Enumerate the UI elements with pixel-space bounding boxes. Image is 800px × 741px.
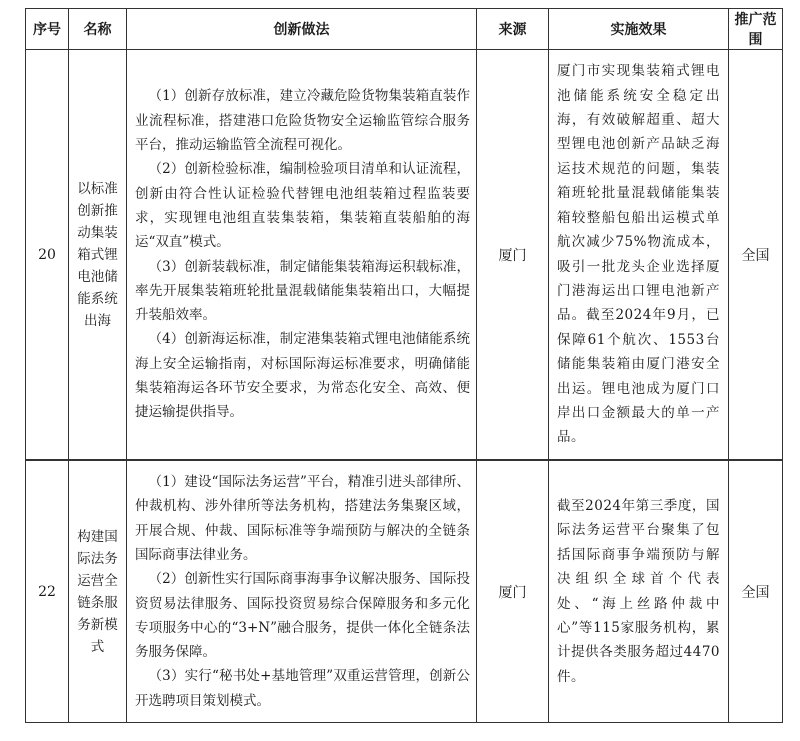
header-effect: 实施效果 bbox=[549, 9, 729, 50]
name-line: 运营全 bbox=[77, 572, 118, 589]
row-name bbox=[69, 50, 127, 460]
header-index: 序号 bbox=[26, 9, 69, 50]
innovation-table-top bbox=[25, 8, 783, 460]
method-paragraph: （3）创新装载标准，制定储能集装箱海运积载标准，率先开展集装箱班轮批量混载储能集装箱出口，大幅提升装船效率。 bbox=[135, 258, 470, 324]
row-source: 厦门 bbox=[477, 50, 549, 460]
method-paragraph: （1）建设“国际法务运营”平台，精准引进头部律所、仲裁机构、涉外律所等法务机构，搭建法务集聚区域，开展合规、仲裁、国际标准等争端预防与解决的全链条国际商事法律业务。 bbox=[135, 474, 470, 563]
row-scope: 全国 bbox=[729, 50, 783, 460]
name-line: 能系统 bbox=[77, 290, 118, 307]
name-line: 创新推 bbox=[77, 202, 118, 219]
row-index: 20 bbox=[26, 50, 69, 460]
name-line: 务新模 bbox=[77, 616, 118, 633]
row-method bbox=[127, 461, 477, 723]
header-source: 来源 bbox=[477, 9, 549, 50]
method-paragraph: （4）创新海运标准，制定港集装箱式锂电池储能系统海上安全运输指南，对标国际海运标准要求，明确储能集装箱海运各环节安全要求，为常态化安全、高效、便捷运输提供指导。 bbox=[135, 331, 470, 421]
name-line: 出海 bbox=[84, 312, 111, 329]
row-effect bbox=[549, 50, 729, 460]
innovation-table-bottom bbox=[25, 460, 783, 723]
name-line: 式 bbox=[90, 638, 105, 655]
effect-text: 截至2024年第三季度，国际法务运营平台聚集了包括国际商事争端预防与解决组织全球首个代表处、“海上丝路仲裁中心”等115家服务机构，累计提供各类服务超过4470件。 bbox=[557, 497, 720, 685]
table-row bbox=[26, 461, 783, 723]
name-line: 际法务 bbox=[77, 550, 118, 567]
row-method bbox=[127, 50, 477, 460]
method-paragraph: （1）创新存放标准，建立冷藏危险货物集装箱直装作业流程标准，搭建港口危险货物安全运输监管综合服务平台，推动运输监管全流程可视化。 bbox=[135, 88, 470, 154]
name-line: 链条服 bbox=[77, 594, 118, 611]
name-line: 动集装 bbox=[77, 224, 118, 241]
row-name bbox=[69, 461, 127, 723]
header-scope: 推广范围 bbox=[729, 9, 783, 50]
row-effect bbox=[549, 461, 729, 723]
row-source: 厦门 bbox=[477, 461, 549, 723]
method-paragraph: （3）实行“秘书处+基地管理”双重运营管理，创新公开选聘项目策划模式。 bbox=[135, 668, 470, 709]
name-line: 以标准 bbox=[77, 180, 118, 197]
method-paragraph: （2）创新性实行国际商事海事争议解决服务、国际投资贸易法律服务、国际投资贸易综合保障服务和多元化专项服务中心的“3+N”融合服务，提供一体化全链条法务服务保障。 bbox=[135, 571, 470, 661]
name-line: 构建国 bbox=[77, 528, 118, 545]
method-paragraph: （2）创新检验标准，编制检验项目清单和认证流程，创新由符合性认证检验代替锂电池组装箱过程监装要求，实现锂电池组直装集装箱，集装箱直装船舶的海运“双直”模式。 bbox=[135, 161, 470, 251]
effect-text: 厦门市实现集装箱式锂电池储能系统安全稳定出海，有效破解超重、超大型锂电池创新产品缺乏海运技术规范的问题，集装箱班轮批量混载储能集装箱较整船包船出运模式单航次减少75%物流成本，吸引一批龙头企业选择厦门港海运出口锂电池新产品。截至2024年9月，已保障61个航次、1553台储能集装箱由厦门港安全出运。锂电池成为厦门口岸出口金额最大的单一产品。 bbox=[557, 63, 720, 446]
name-line: 箱式锂 bbox=[77, 246, 118, 263]
row-index: 22 bbox=[26, 461, 69, 723]
table-header-row bbox=[26, 9, 783, 50]
row-scope: 全国 bbox=[729, 461, 783, 723]
name-line: 电池储 bbox=[77, 268, 118, 285]
header-method: 创新做法 bbox=[127, 9, 477, 50]
table-row bbox=[26, 50, 783, 460]
header-name: 名称 bbox=[69, 9, 127, 50]
